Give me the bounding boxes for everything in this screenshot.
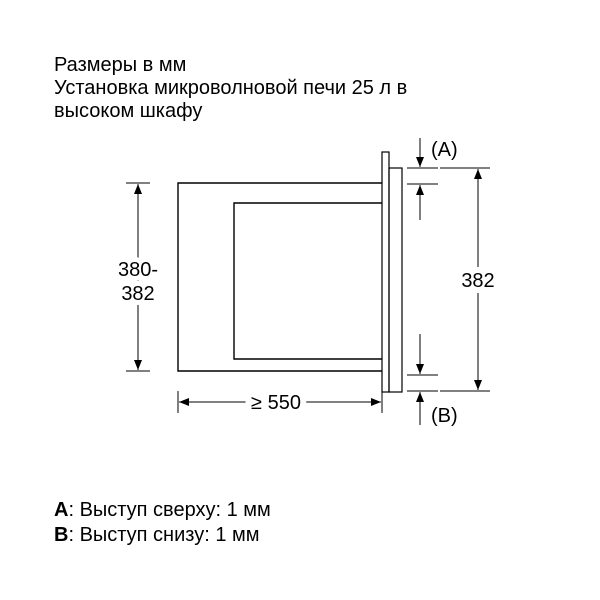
microwave-body bbox=[234, 203, 382, 359]
units-note: Размеры в мм bbox=[54, 54, 187, 76]
protrusion-b-label: (B) bbox=[431, 405, 458, 427]
installation-title: Установка микроволновой печи 25 л в bbox=[54, 77, 408, 99]
legend-text-a: : Выступ сверху: 1 мм bbox=[68, 499, 271, 521]
legend-key-a: A bbox=[54, 499, 69, 521]
front-frame-outer bbox=[382, 152, 389, 392]
depth-label: ≥ 550 bbox=[251, 392, 301, 414]
cabinet-niche-outline bbox=[178, 183, 382, 371]
legend-key-b: B bbox=[54, 524, 69, 546]
front-height-label: 382 bbox=[461, 270, 495, 292]
cabinet-height-label-bottom: 382 bbox=[121, 283, 155, 305]
protrusion-a-label: (A) bbox=[431, 139, 458, 161]
legend-item-a bbox=[54, 498, 271, 523]
legend bbox=[54, 498, 271, 548]
cabinet-height-label-top: 380- bbox=[117, 259, 159, 281]
front-frame-panel bbox=[389, 168, 402, 392]
installation-subtitle: высоком шкафу bbox=[54, 100, 203, 122]
legend-text-b: : Выступ снизу: 1 мм bbox=[68, 524, 260, 546]
legend-item-b bbox=[54, 523, 271, 548]
